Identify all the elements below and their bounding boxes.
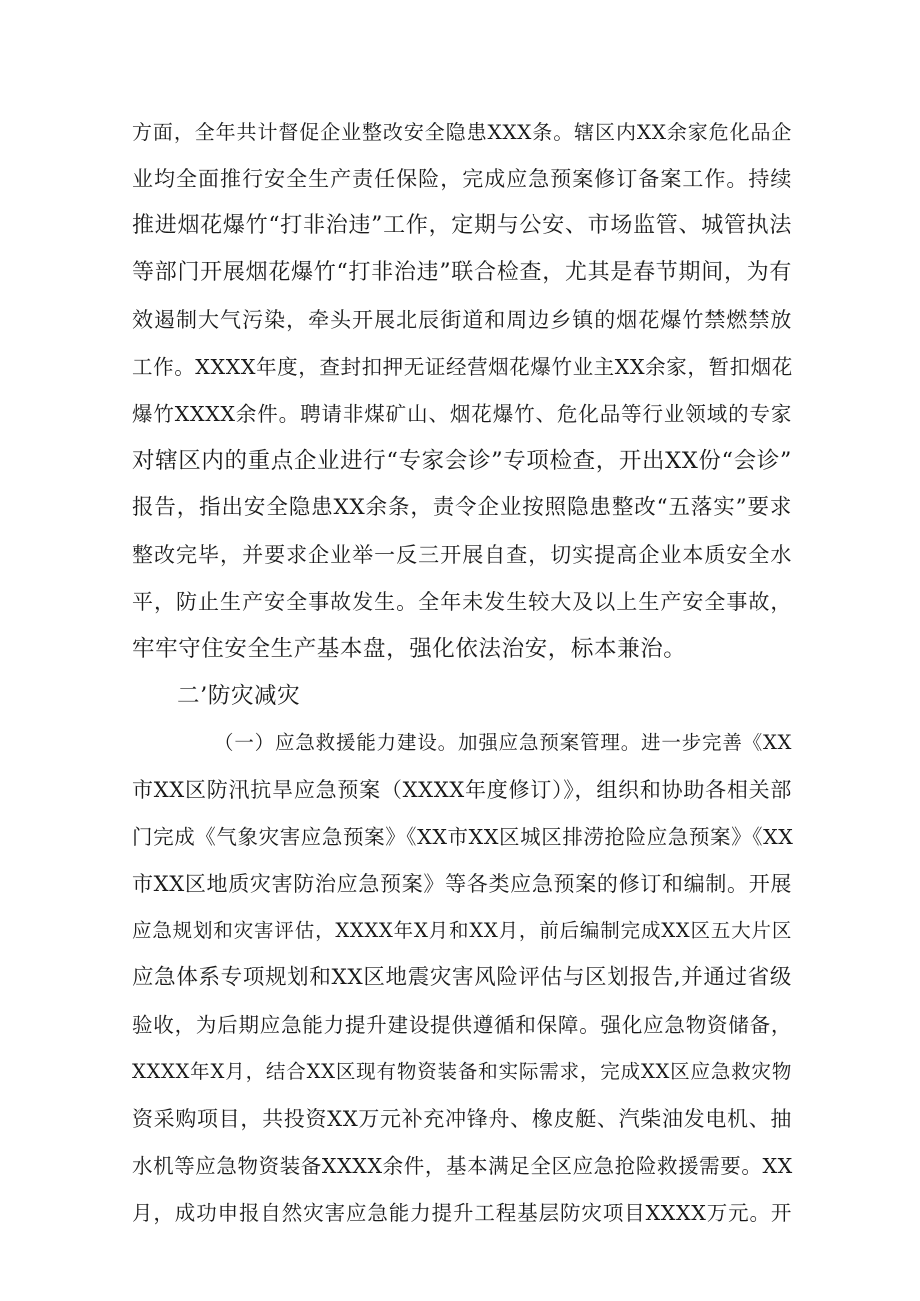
text-line: 应急体系专项规划和XX区地震灾害风险评估与区划报告,并通过省级 — [132, 965, 792, 990]
text-line: 资采购项目，共投资XX万元补充冲锋舟、橡皮艇、汽柴油发电机、抽 — [132, 1107, 792, 1131]
section-heading: 二’防灾减灾 — [177, 683, 301, 709]
text-line: 应急规划和灾害评估，XXXX年X月和XX月，前后编制完成XX区五大片区 — [132, 919, 792, 942]
text-line: 报告，指出安全隐患XX余条，责令企业按照隐患整改“五落实”要求 — [132, 495, 792, 520]
text-line: 效遏制大气污染，牵头开展北辰街道和周边乡镇的烟花爆竹禁燃禁放 — [132, 308, 792, 332]
text-line: 业均全面推行安全生产责任保险，完成应急预案修订备案工作。持续 — [132, 167, 792, 191]
text-line: 门完成《气象灾害应急预案》《XX市XX区城区排涝抢险应急预案》《XX — [132, 825, 794, 849]
text-line: 对辖区内的重点企业进行“专家会诊”专项检查，开出XX份“会诊” — [132, 448, 792, 474]
text-line: XXXX年X月，结合XX区现有物资装备和实际需求，完成XX区应急救灾物 — [132, 1060, 792, 1083]
text-line: 工作。XXXX年度，查封扣押无证经营烟花爆竹业主XX余家，暂扣烟花 — [132, 355, 793, 379]
text-line: 整改完毕，并要求企业举一反三开展自查，切实提高企业本质安全水 — [132, 543, 792, 567]
text-line: 等部门开展烟花爆竹“打非治违”联合检查，尤其是春节期间，为有 — [132, 260, 792, 285]
text-line: 水机等应急物资装备XXXX余件，基本满足全区应急抢险救援需要。XX — [132, 1154, 793, 1178]
text-line: （一）应急救援能力建设。加强应急预案管理。进一步完善《XX — [214, 731, 792, 754]
text-line: 市XX区防汛抗旱应急预案（XXXX年度修订）》，组织和协助各相关部 — [132, 778, 792, 802]
text-line: 推进烟花爆竹“打非治违”工作，定期与公安、市场监管、城管执法 — [132, 213, 792, 238]
text-line: 平，防止生产安全事故发生。全年未发生较大及以上生产安全事故， — [132, 590, 792, 614]
text-line: 验收，为后期应急能力提升建设提供遵循和保障。强化应急物资储备， — [132, 1013, 792, 1037]
text-line: 牢牢守住安全生产基本盘，强化依法治安，标本兼治。 — [132, 636, 687, 662]
text-line: 爆竹XXXX余件。聘请非煤矿山、烟花爆竹、危化品等行业领域的专家 — [132, 402, 792, 426]
text-line: 月，成功申报自然灾害应急能力提升工程基层防灾项目XXXX万元。开 — [132, 1201, 792, 1225]
text-line: 市XX区地质灾害防治应急预案》等各类应急预案的修订和编制。开展 — [132, 872, 792, 896]
text-line: 方面，全年共计督促企业整改安全隐患XXX条。辖区内XX余家危化品企 — [132, 120, 792, 144]
